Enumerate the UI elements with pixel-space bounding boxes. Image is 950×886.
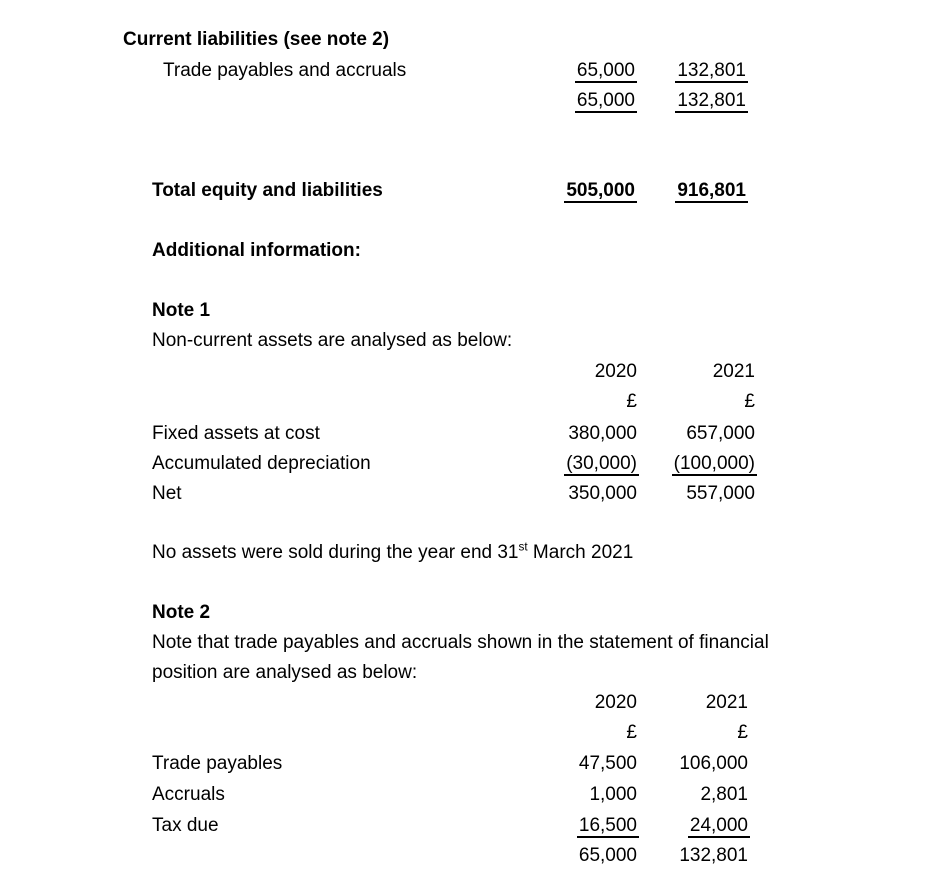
table-row-accruals xyxy=(0,780,950,810)
section-heading-note-1 xyxy=(0,296,950,326)
table-row-tax-due xyxy=(0,811,950,841)
note1-heading: Note 1 xyxy=(152,300,211,321)
row-value-2020: 380,000 xyxy=(568,423,637,444)
value-underlined: 65,000 xyxy=(577,86,635,116)
note2-currency-headers xyxy=(0,718,950,748)
section-heading-current-liabilities xyxy=(0,25,950,55)
value-underlined: 16,500 xyxy=(579,811,637,841)
note2-currency-2021: £ xyxy=(737,722,748,743)
note2-intro-text-line2: position are analysed as below: xyxy=(152,662,418,683)
note1-footnote-superscript: st xyxy=(518,540,528,554)
note2-column-headers xyxy=(0,688,950,718)
note2-heading: Note 2 xyxy=(152,602,211,623)
value-underlined: (100,000) xyxy=(674,449,755,479)
row-value-2020: 65,000 xyxy=(578,845,637,866)
section-heading-note-2 xyxy=(0,598,950,628)
row-value-2021 xyxy=(598,811,748,841)
value-underlined: 132,801 xyxy=(677,86,746,116)
note1-currency-2021: £ xyxy=(744,391,755,412)
note1-column-headers xyxy=(0,357,950,387)
note2-header-2020: 2020 xyxy=(594,692,637,713)
row-value-2021: 657,000 xyxy=(686,423,755,444)
note1-currency-headers xyxy=(0,387,950,417)
table-row-current-liabilities-subtotal xyxy=(0,86,950,116)
row-value-2020: 47,500 xyxy=(578,753,637,774)
row-value-2021 xyxy=(605,449,755,479)
additional-information-heading: Additional information: xyxy=(152,240,361,261)
note2-intro-line-1 xyxy=(0,628,950,658)
note1-currency-2020: £ xyxy=(626,391,637,412)
table-row-net xyxy=(0,479,950,509)
section-heading-additional-information xyxy=(0,236,950,266)
table-row-note2-total xyxy=(0,841,950,871)
row-value-2021: 132,801 xyxy=(679,845,748,866)
current-liabilities-heading: Current liabilities (see note 2) xyxy=(123,29,390,50)
value-underlined: 916,801 xyxy=(677,176,746,206)
value-underlined: 505,000 xyxy=(566,176,635,206)
row-label: Fixed assets at cost xyxy=(152,423,320,444)
note1-footnote-text xyxy=(152,538,633,568)
note2-header-2021: 2021 xyxy=(705,692,748,713)
note1-header-2021: 2021 xyxy=(712,361,755,382)
note1-footnote xyxy=(0,538,950,568)
row-label: Net xyxy=(152,483,182,504)
note1-intro-text: Non-current assets are analysed as below: xyxy=(152,330,513,351)
row-label: Accruals xyxy=(152,784,225,805)
table-row-accumulated-depreciation xyxy=(0,449,950,479)
row-value-2021: 2,801 xyxy=(700,784,748,805)
note1-intro xyxy=(0,326,950,356)
row-label: Accumulated depreciation xyxy=(152,453,371,474)
note2-intro-line-2 xyxy=(0,658,950,688)
total-value-2021 xyxy=(596,176,746,206)
table-row-trade-payables xyxy=(0,749,950,779)
total-label: Total equity and liabilities xyxy=(152,180,383,201)
note2-currency-2020: £ xyxy=(626,722,637,743)
note1-footnote-prefix: No assets were sold during the year end 31 xyxy=(152,542,519,563)
row-label: Tax due xyxy=(152,815,219,836)
note1-footnote-suffix: March 2021 xyxy=(527,542,634,563)
note1-header-2020: 2020 xyxy=(594,361,637,382)
row-value-2021: 106,000 xyxy=(679,753,748,774)
value-underlined: 132,801 xyxy=(677,56,746,86)
row-value-2021: 557,000 xyxy=(686,483,755,504)
table-row-fixed-assets-at-cost xyxy=(0,419,950,449)
table-row-total-equity-and-liabilities xyxy=(0,176,950,206)
note2-intro-text-line1: Note that trade payables and accruals shown in the statement of financial xyxy=(152,632,769,653)
row-value-2020: 350,000 xyxy=(568,483,637,504)
row-value-2021 xyxy=(596,86,746,116)
row-label: Trade payables and accruals xyxy=(163,60,407,81)
row-label: Trade payables xyxy=(152,753,283,774)
table-row-trade-payables-and-accruals xyxy=(0,56,950,86)
value-underlined: 65,000 xyxy=(577,56,635,86)
row-value-2020: 1,000 xyxy=(589,784,637,805)
row-value-2021 xyxy=(596,56,746,86)
value-underlined: 24,000 xyxy=(690,811,748,841)
value-underlined: (30,000) xyxy=(566,449,637,479)
